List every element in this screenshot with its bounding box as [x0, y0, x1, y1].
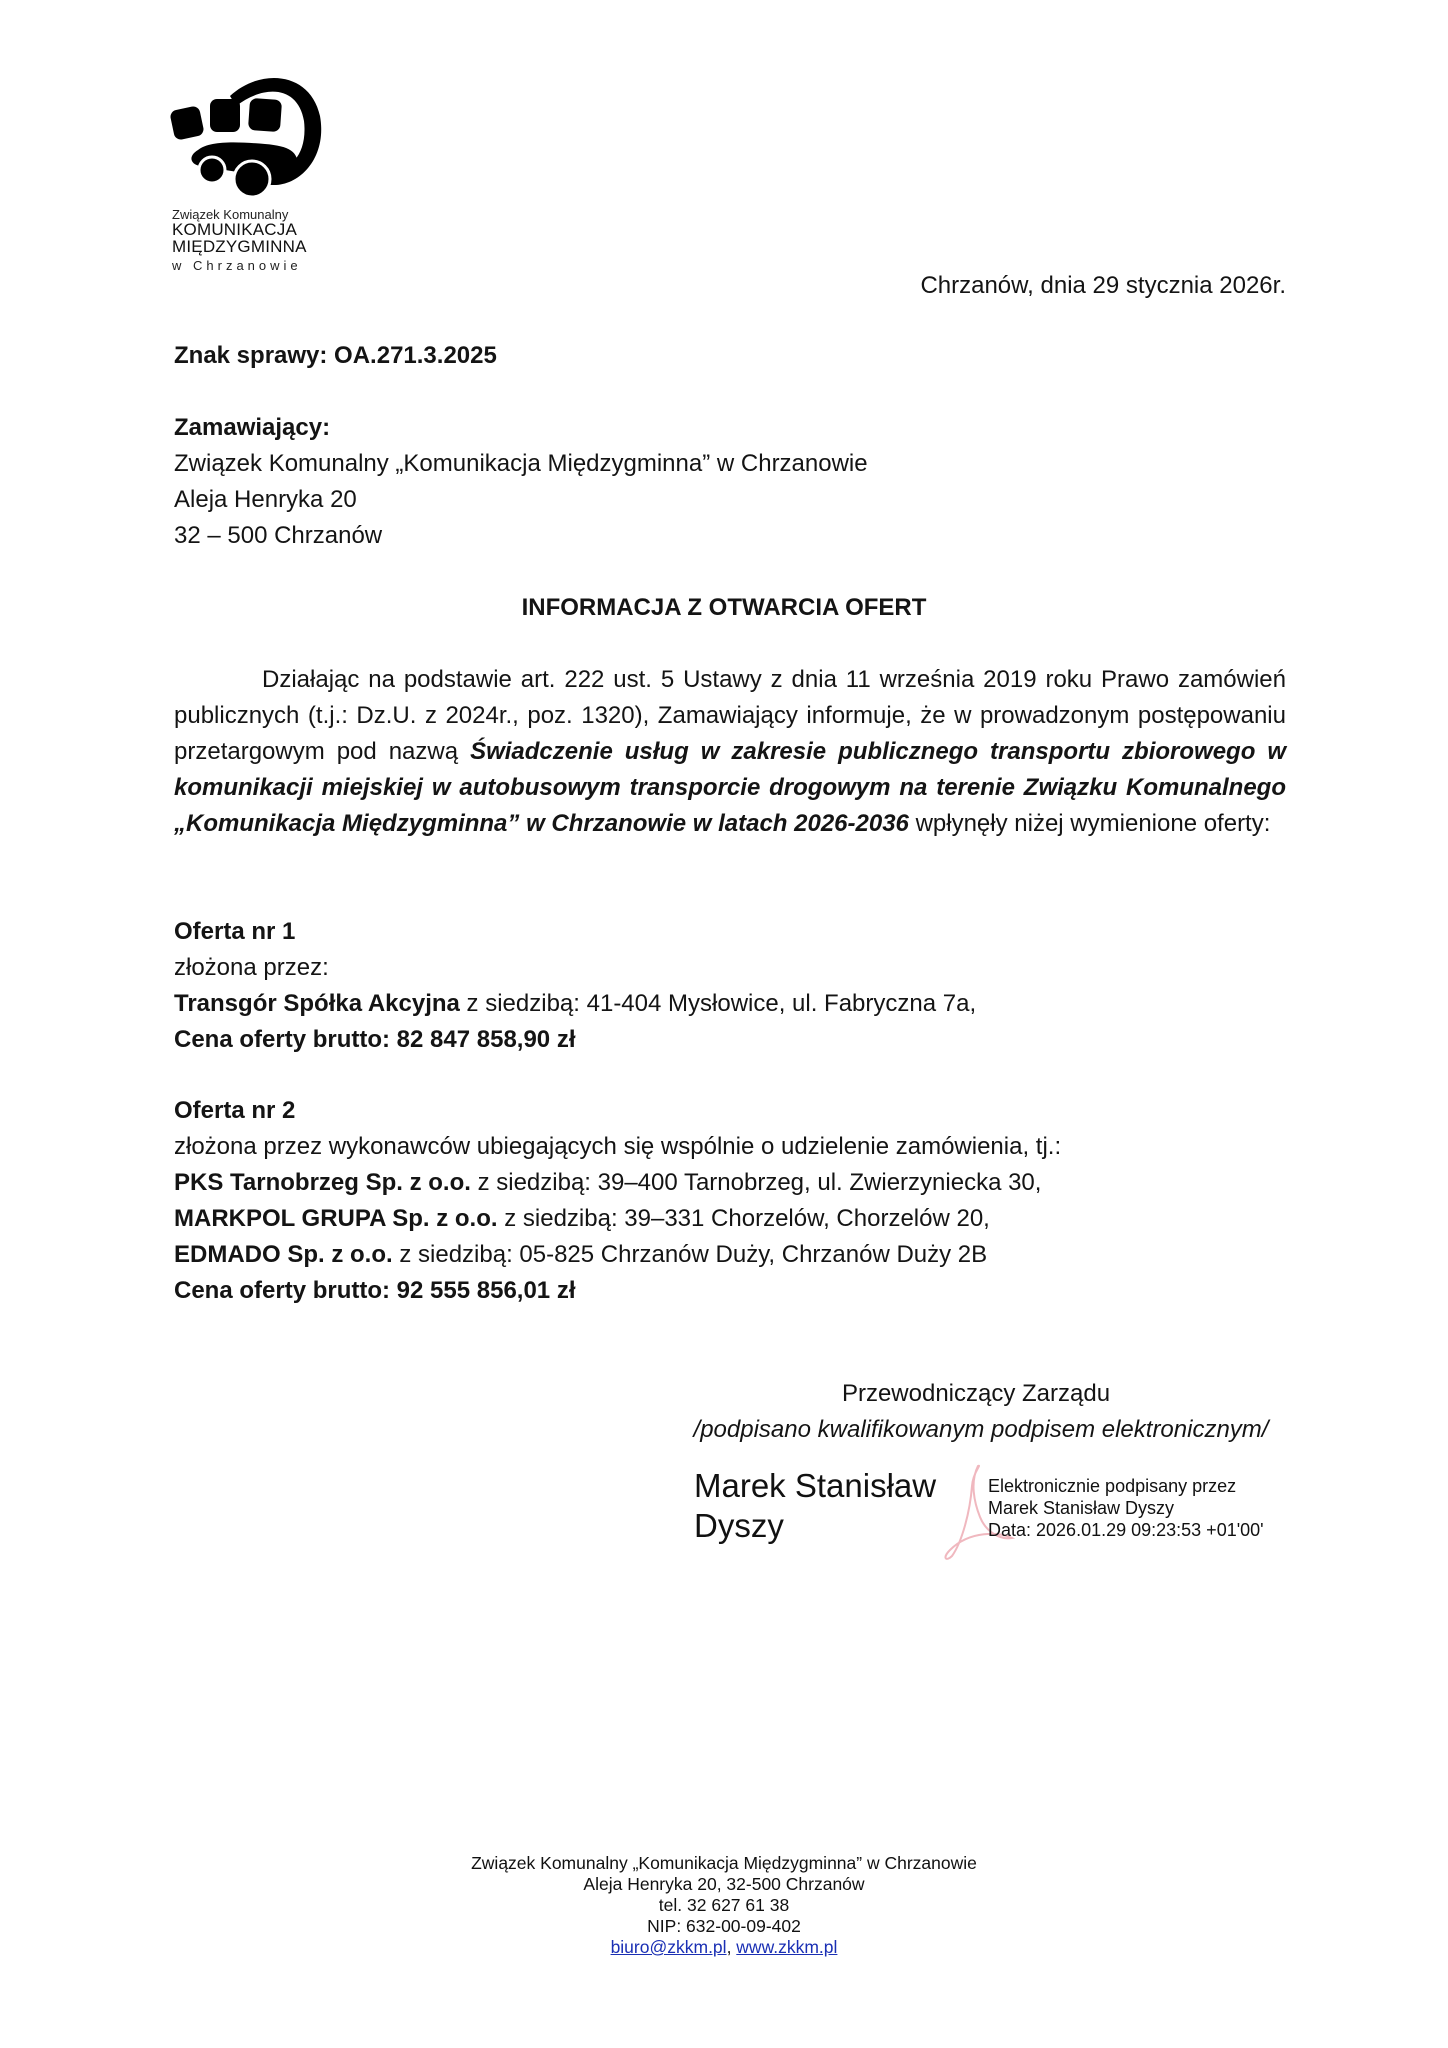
signature-timestamp: Data: 2026.01.29 09:23:53 +01'00'	[988, 1520, 1264, 1540]
website-link[interactable]: www.zkkm.pl	[736, 1937, 838, 1957]
orderer-address	[174, 446, 868, 554]
bidder-address: z siedzibą: 39–400 Tarnobrzeg, ul. Zwierzyniecka 30,	[470, 1169, 1042, 1196]
email-link[interactable]: biuro@zkkm.pl	[610, 1937, 727, 1957]
logo-text-location: w Chrzanowie	[172, 258, 302, 273]
tender-name: Świadczenie usług w zakresie publicznego transportu zbiorowego w komunikacji miejskiej w autobusowym transporcie drogowym na terenie Związku Komunalnego „Komunikacja Międzygminna” w Chrzanowie w latach 2026-2036	[174, 738, 1286, 837]
offer-heading: Oferta nr 2	[174, 1097, 296, 1124]
logo-text-union: Związek Komunalny	[172, 207, 289, 222]
offer-bidder	[174, 986, 976, 1022]
logo-text-miedzygminna: MIĘDZYGMINNA	[172, 237, 307, 256]
offer-heading: Oferta nr 1	[174, 918, 296, 945]
document-title: INFORMACJA Z OTWARCIA OFERT	[521, 594, 927, 621]
offer-bidder	[174, 1165, 1061, 1201]
logo-text-komunikacja: KOMUNIKACJA	[172, 220, 297, 239]
orderer-label: Zamawiający:	[174, 414, 331, 441]
signature-detail-line2: Marek Stanisław Dyszy	[988, 1498, 1175, 1518]
footer-separator: ,	[726, 1937, 737, 1957]
bus-icon	[170, 66, 330, 206]
offer-bidder	[174, 1237, 1061, 1273]
offer-price: Cena oferty brutto: 82 847 858,90 zł	[174, 1026, 576, 1053]
signature-details	[988, 1475, 1264, 1541]
signer-name-line2: Dyszy	[694, 1507, 784, 1544]
bidder-name: Transgór Spółka Akcyjna	[174, 990, 460, 1017]
footer-phone: tel. 32 627 61 38	[658, 1895, 790, 1915]
footer-organization: Związek Komunalny „Komunikacja Międzygminna” w Chrzanowie	[471, 1853, 977, 1873]
offer-submitted-by: złożona przez wykonawców ubiegających się wspólnie o udzielenie zamówienia, tj.:	[174, 1133, 1062, 1160]
signature-note: /podpisano kwalifikowanym podpisem elektronicznym/	[693, 1416, 1269, 1443]
bidder-address: z siedzibą: 41-404 Mysłowice, ul. Fabryczna 7a,	[459, 990, 977, 1017]
signer-name-line1: Marek Stanisław	[694, 1467, 937, 1504]
offer-price: Cena oferty brutto: 92 555 856,01 zł	[174, 1277, 576, 1304]
offer-submitted-by: złożona przez:	[174, 954, 329, 981]
orderer-name: Związek Komunalny „Komunikacja Międzygminna” w Chrzanowie	[174, 450, 868, 477]
case-number: Znak sprawy: OA.271.3.2025	[174, 342, 497, 369]
footer-nip: NIP: 632-00-09-402	[647, 1916, 801, 1936]
orderer-city: 32 – 500 Chrzanów	[174, 522, 383, 549]
offer-1	[174, 914, 976, 1058]
bidder-address: z siedzibą: 05-825 Chrzanów Duży, Chrzanów Duży 2B	[392, 1241, 988, 1268]
body-paragraph	[174, 662, 1286, 842]
body-intro: Działając na podstawie art. 222 ust. 5 Ustawy z dnia 11 września 2019 roku Prawo zamówień publicznych (t.j.: Dz.U. z 2024r., poz. 1320), Zamawiający informuje, że w prowadzonym postępowaniu przetargowym pod nazwą	[174, 666, 1286, 765]
bidder-name: PKS Tarnobrzeg Sp. z o.o.	[174, 1169, 471, 1196]
footer-address: Aleja Henryka 20, 32-500 Chrzanów	[583, 1874, 865, 1894]
footer-links	[0, 1937, 1448, 1958]
signatory-role: Przewodniczący Zarządu	[841, 1380, 1111, 1407]
orderer-street: Aleja Henryka 20	[174, 486, 357, 513]
signer-name	[694, 1466, 936, 1546]
offer-bidder	[174, 1201, 1061, 1237]
bidder-address: z siedzibą: 39–331 Chorzelów, Chorzelów 20,	[497, 1205, 990, 1232]
signature-detail-line1: Elektronicznie podpisany przez	[988, 1476, 1237, 1496]
offer-2	[174, 1093, 1061, 1309]
page-footer	[0, 1853, 1448, 1958]
bidder-name: MARKPOL GRUPA Sp. z o.o.	[174, 1205, 498, 1232]
place-date: Chrzanów, dnia 29 stycznia 2026r.	[920, 272, 1286, 299]
bidder-name: EDMADO Sp. z o.o.	[174, 1241, 393, 1268]
body-outro: wpłynęły niżej wymienione oferty:	[908, 810, 1271, 837]
